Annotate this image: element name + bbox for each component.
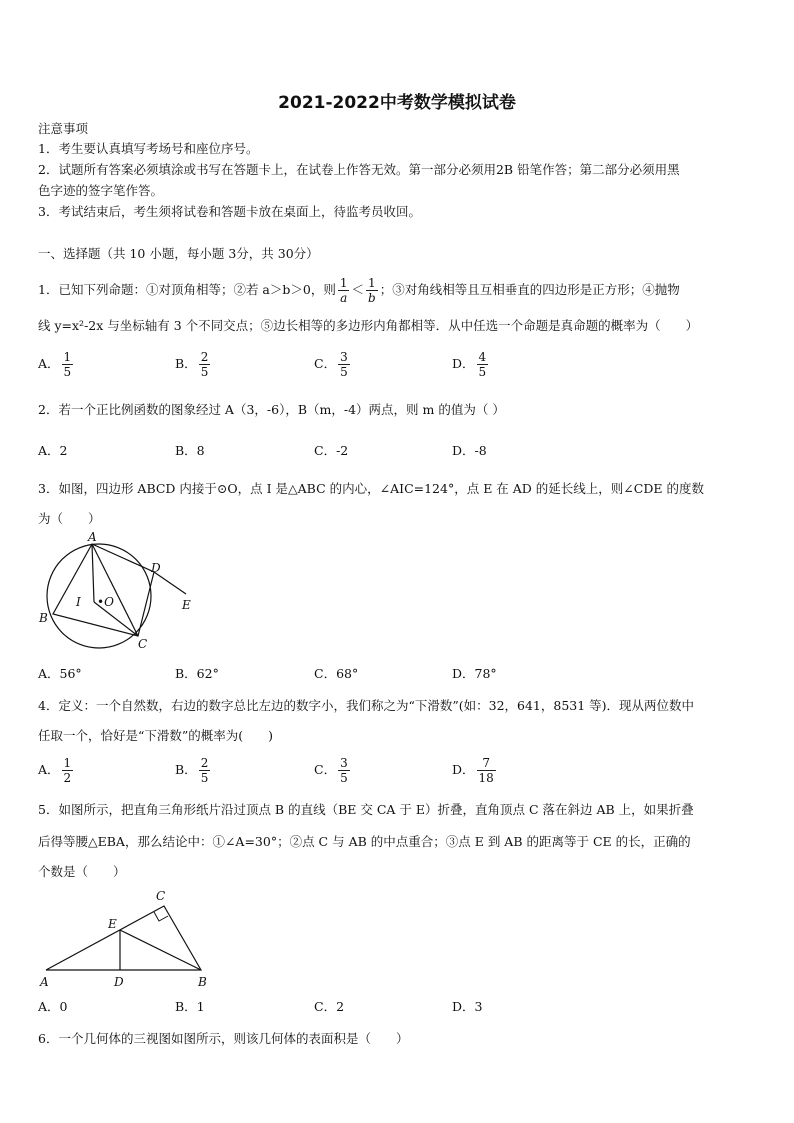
q4-line-1: 4．定义：一个自然数，右边的数字总比左边的数字小，我们称之为“下滑数”(如：32，641，8531 等)．现从两位数中 (38, 698, 695, 713)
q4-option-d: D． $\frac{7}{18}$ (452, 756, 494, 785)
q6-stem: 6．一个几何体的三视图如图所示，则该几何体的表面积是（ ） (38, 1031, 409, 1046)
q5-line-3: 个数是（ ） (38, 864, 126, 879)
q5-option-d: D．3 (452, 999, 483, 1014)
q2-option-c: C．-2 (314, 443, 349, 458)
label-b: B (39, 611, 48, 625)
q1-line-2: 线 y=x²-2x 与坐标轴有 3 个不同交点；⑤边长相等的多边形内角都相等．从中任选一个命题是真命题的概率为（ ） (38, 318, 699, 333)
label-a: A (88, 532, 97, 544)
line-ac (92, 544, 138, 636)
label-b: B (198, 975, 207, 989)
line-ai (92, 544, 94, 602)
q2-stem: 2．若一个正比例函数的图象经过 A（3，-6），B（m，-4）两点，则 m 的值为（ ） (38, 402, 505, 417)
q4-option-b: B． $\frac{2}{5}$ (175, 756, 209, 785)
q1-option-c: C． $\frac{3}{5}$ (314, 350, 348, 379)
label-c: C (156, 889, 166, 903)
q1-frac-1-over-b: $\frac{1}{b}$ (368, 276, 376, 305)
q3-line-1: 3．如图，四边形 ABCD 内接于⊙O，点 I 是△ABC 的内心，∠AIC=124°，点 E 在 AD 的延长线上，则∠CDE 的度数 (38, 481, 704, 496)
label-e: E (182, 598, 191, 612)
line-de (154, 572, 186, 594)
label-o: •O (97, 595, 114, 609)
q4-option-c: C． $\frac{3}{5}$ (314, 756, 348, 785)
q3-option-d: D．78° (452, 666, 497, 681)
label-e: E (108, 917, 117, 931)
right-angle-mark (154, 912, 168, 921)
q2-option-b: B．8 (175, 443, 205, 458)
q3-option-c: C．68° (314, 666, 359, 681)
q1-line-1: 1．已知下列命题：①对顶角相等；②若 a＞b＞0，则 $\frac{1}{a}$ ＜ $\frac{1}{b}$ ；③对角线相等且互相垂直的四边形是正方形；④抛物 (38, 276, 680, 305)
q5-option-b: B．1 (175, 999, 205, 1014)
q2-option-d: D．-8 (452, 443, 487, 458)
q3-circle-figure (36, 532, 206, 654)
label-d: D (151, 561, 161, 575)
quadrilateral-abcd (53, 544, 154, 636)
section-heading: 一、选择题（共 10 小题，每小题 3分，共 30分） (38, 246, 319, 261)
q4-line-2: 任取一个，恰好是“下滑数”的概率为( ) (38, 728, 274, 743)
q3-option-b: B．62° (175, 666, 219, 681)
page-title: 2021-2022中考数学模拟试卷 (278, 93, 516, 113)
q3-option-a: A．56° (38, 666, 82, 681)
q4-option-a: A． $\frac{1}{2}$ (38, 756, 72, 785)
q5-triangle-figure (36, 886, 216, 992)
notice-heading: 注意事项 (38, 121, 89, 136)
triangle-abc (46, 906, 201, 970)
notice-item-1: 1．考生要认真填写考场号和座位序号。 (38, 141, 259, 156)
q5-option-a: A．0 (38, 999, 68, 1014)
label-i: I (76, 595, 81, 609)
label-d: D (114, 975, 124, 989)
notice-item-2: 2．试题所有答案必须填涂或书写在答题卡上，在试卷上作答无效。第一部分必须用2B 铅笔作答；第二部分必须用黑 (38, 162, 680, 177)
q1-option-a: A． $\frac{1}{5}$ (38, 350, 72, 379)
q5-line-2: 后得等腰△EBA，那么结论中：①∠A=30°；②点 C 与 AB 的中点重合；③点 E 到 AB 的距离等于 CE 的长，正确的 (38, 834, 691, 849)
q1-option-d: D． $\frac{4}{5}$ (452, 350, 487, 379)
q1-frac-1-over-a: $\frac{1}{a}$ (339, 276, 348, 305)
q2-option-a: A．2 (38, 443, 68, 458)
q5-line-1: 5．如图所示，把直角三角形纸片沿过顶点 B 的直线（BE 交 CA 于 E）折叠，直角顶点 C 落在斜边 AB 上，如果折叠 (38, 802, 694, 817)
q1-option-b: B． $\frac{2}{5}$ (175, 350, 209, 379)
notice-item-3: 3．考试结束后，考生须将试卷和答题卡放在桌面上，待监考员收回。 (38, 204, 421, 219)
q3-line-2: 为（ ） (38, 511, 101, 526)
q5-option-c: C．2 (314, 999, 345, 1014)
label-c: C (138, 637, 148, 651)
label-a: A (40, 975, 49, 989)
notice-item-2-cont: 色字迹的签字笔作答。 (38, 183, 164, 198)
